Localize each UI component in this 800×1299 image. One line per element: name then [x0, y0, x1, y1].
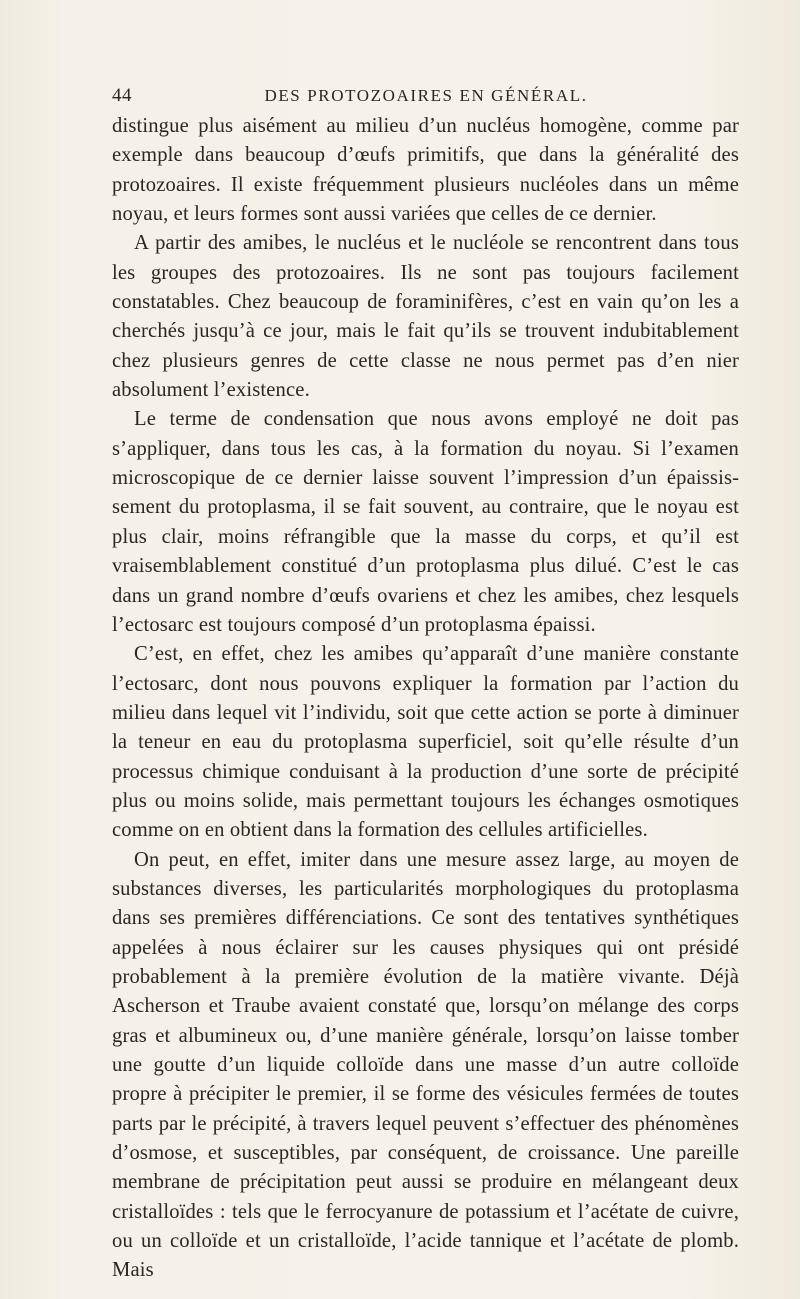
page-number: 44	[112, 85, 132, 106]
paragraph-continuation: distingue plus aisément au milieu d’un nucléus homogène, comme par exemple dans beaucoup d’œufs primitifs, que dans la généralité des protozoaires. Il existe fréquemment plusieurs nucléoles dans un même noyau, et leurs formes sont aussi variées que celles de ce dernier.	[112, 115, 739, 226]
paragraph-artificial-cells: On peut, en effet, imiter dans une mesure assez large, au moyen de substances diverses, les particularités morphologiques du protoplasma dans ses premières différenciations. Ce sont des tentatives synthétiques appelées à nous éclairer sur les causes physiques qui ont présidé probablement à la première évolution de la matière vivante. Déjà Ascherson et Traube avaient constaté que, lorsqu’on mélange des corps gras et albumineux ou, d’une manière générale, lorsqu’on laisse tomber une goutte d’un liquide colloïde dans une masse d’un autre colloïde propre à précipiter le premier, il se forme des vésicules fermées de toutes parts par le précipité, à travers lequel peuvent s’effectuer des phénomènes d’osmose, et susceptibles, par conséquent, de croissance. Une pareille membrane de précipitation peut aussi se produire en mélangeant deux cristalloïdes : tels que le ferrocyanure de potassium et l’acétate de cuivre, ou un colloïde et un cristalloïde, l’acide tannique et l’acétate de plomb. Mais	[112, 848, 739, 1282]
paragraph-nucleus-groups: A partir des amibes, le nucléus et le nucléole se rencontrent dans tous les groupes des protozoaires. Ils ne sont pas toujours facilement constatables. Chez beaucoup de foraminifères, c’est en vain qu’on les a cherchés jusqu’à ce jour, mais le fait qu’ils se trouvent indubitablement chez plusieurs genres de cette classe ne nous permet pas d’en nier absolument l’existence.	[112, 232, 739, 402]
paragraph-condensation: Le terme de condensation que nous avons employé ne doit pas s’appliquer, dans tous les cas, à la formation du noyau. Si l’examen microscopique de ce dernier laisse souvent l’impression d’un épaississement du protoplasma, il se fait souvent, au contraire, que le noyau est plus clair, moins réfrangible que la masse du corps, et qu’il est vraisemblablement constitué d’un protoplasma plus dilué. C’est le cas dans un grand nombre d’œufs ovariens et chez les amibes, chez lesquels l’ectosarc est toujours composé d’un protoplasma épaissi.	[112, 408, 739, 636]
page-header	[112, 85, 740, 109]
paragraph-ectosarc: C’est, en effet, chez les amibes qu’apparaît d’une manière constante l’ectosarc, dont nous pouvons expliquer la formation par l’action du milieu dans lequel vit l’individu, soit que cette action se porte à diminuer la teneur en eau du protoplasma superficiel, soit qu’elle résulte d’un processus chimique conduisant à la production d’une sorte de précipité plus ou moins solide, mais permettant toujours les échanges osmotiques comme on en obtient dans la formation des cellules artificielles.	[112, 643, 739, 842]
body-text	[112, 112, 739, 1286]
running-title: DES PROTOZOAIRES EN GÉNÉRAL.	[264, 86, 588, 105]
